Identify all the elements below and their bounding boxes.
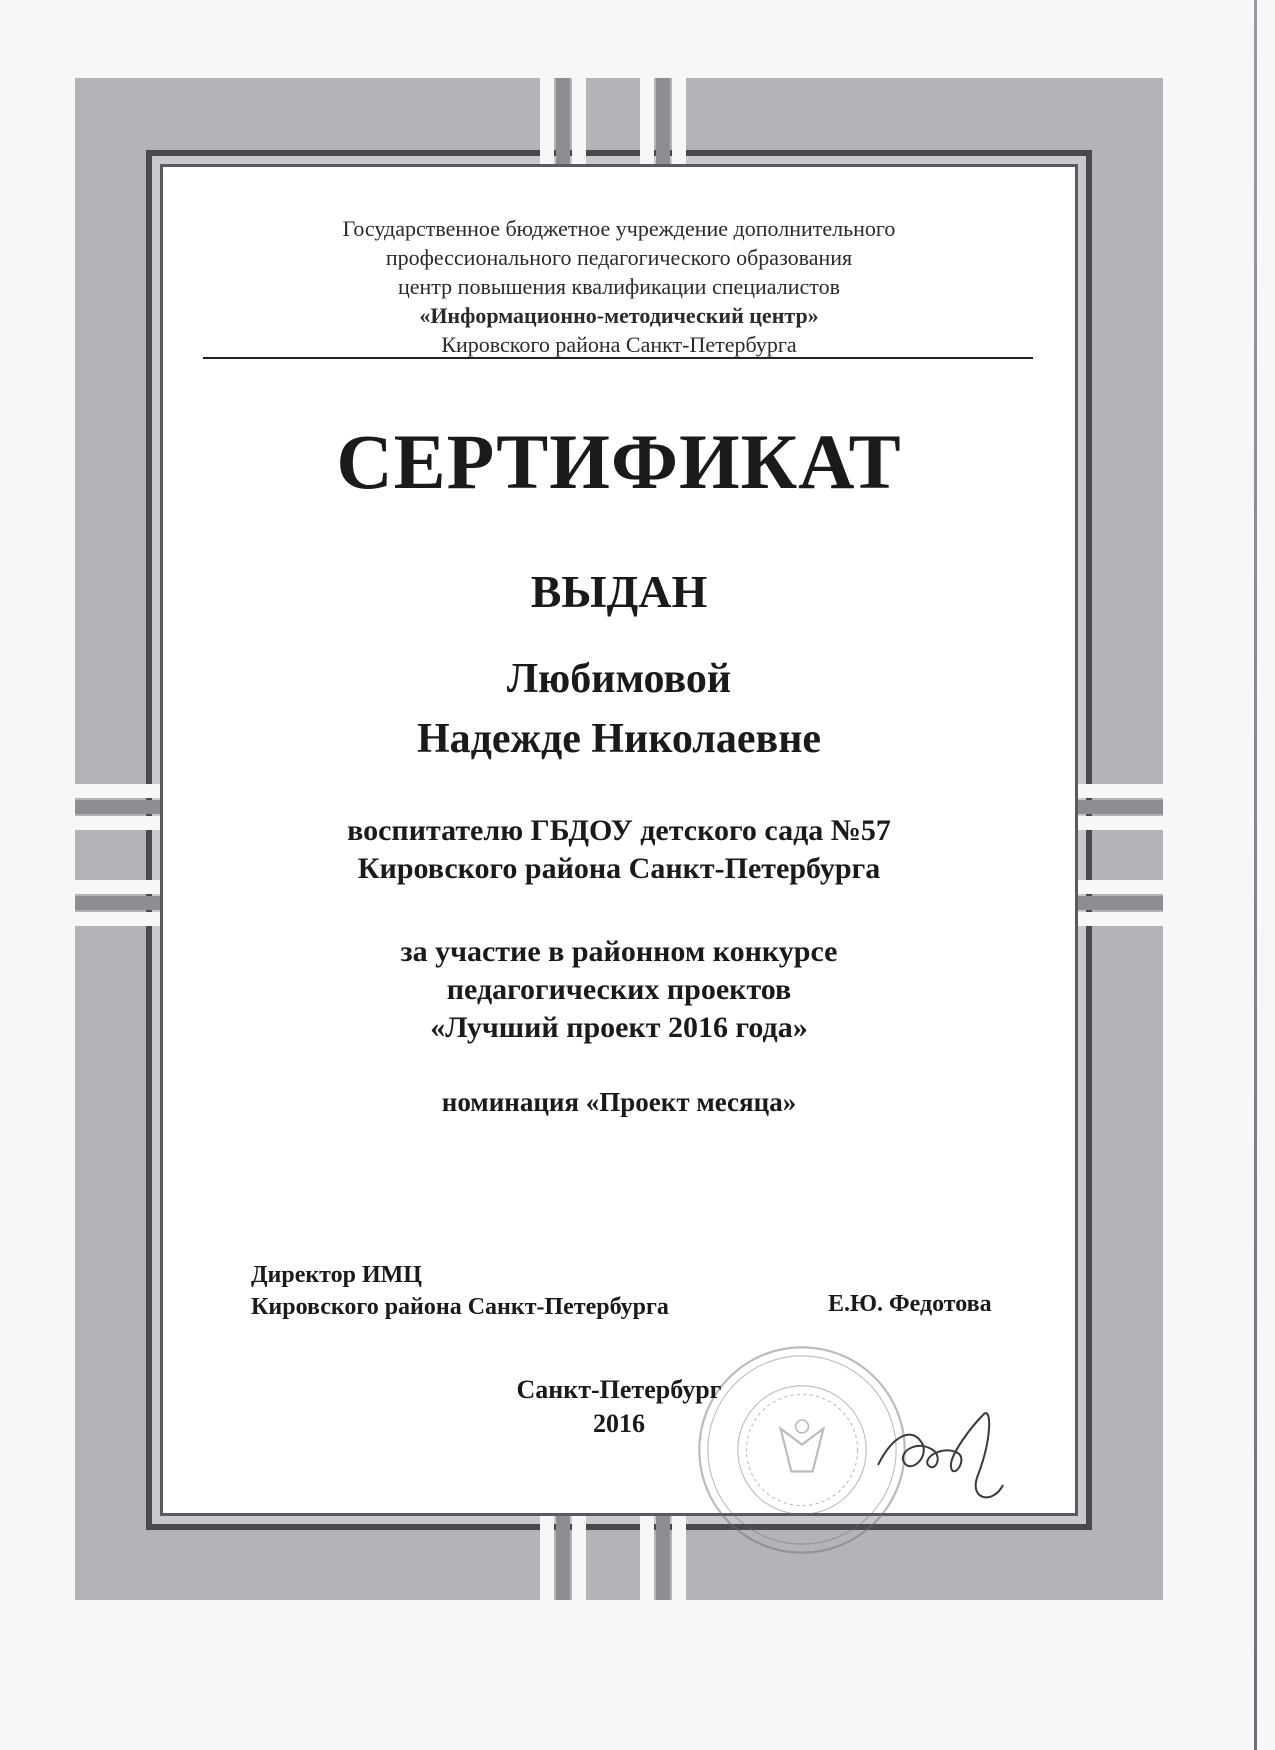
organization-line: профессионального педагогического образования	[385, 245, 853, 270]
frame-notch	[540, 1516, 554, 1600]
organization-line: Государственное бюджетное учреждение дополнительного	[342, 216, 896, 241]
year: 2016	[593, 1409, 645, 1438]
place-and-year	[163, 1373, 1075, 1441]
frame-notch	[656, 78, 670, 164]
recipient-position	[163, 812, 1075, 888]
frame-notch	[572, 1516, 586, 1600]
contest-name: «Лучший проект 2016 года»	[430, 1011, 808, 1044]
header-divider	[203, 357, 1033, 359]
organization-header	[163, 214, 1075, 359]
frame-notch	[1075, 912, 1163, 926]
signer-title	[251, 1259, 669, 1323]
award-reason	[163, 933, 1075, 1047]
frame-notch	[75, 896, 163, 910]
signer-role: Директор ИМЦ	[251, 1262, 422, 1288]
frame-notch	[75, 880, 163, 894]
frame-notch	[640, 1516, 654, 1600]
frame-notch	[1075, 896, 1163, 910]
position-line: Кировского района Санкт-Петербурга	[357, 852, 881, 885]
reason-line: за участие в районном конкурсе	[400, 935, 838, 968]
frame-notch	[75, 816, 163, 830]
signer-name: Е.Ю. Федотова	[828, 1291, 992, 1317]
certificate-content	[163, 167, 1075, 1513]
city: Санкт-Петербург	[516, 1375, 722, 1404]
organization-line: Кировского района Санкт-Петербурга	[441, 332, 797, 357]
frame-notch	[75, 784, 163, 798]
frame-notch	[672, 1516, 686, 1600]
signer-organization: Кировского района Санкт-Петербурга	[251, 1294, 669, 1320]
position-line: воспитателю ГБДОУ детского сада №57	[347, 814, 891, 847]
frame-notch	[1075, 816, 1163, 830]
frame-notch	[1075, 800, 1163, 814]
frame-notch	[1075, 880, 1163, 894]
recipient-given-names: Надежде Николаевне	[416, 716, 822, 762]
issued-label: ВЫДАН	[530, 566, 708, 617]
frame-notch	[1075, 784, 1163, 798]
recipient-name	[163, 649, 1075, 769]
organization-name: «Информационно-методический центр»	[419, 303, 819, 328]
frame-notch	[640, 78, 654, 164]
frame-notch	[656, 1516, 670, 1600]
frame-notch	[556, 1516, 570, 1600]
reason-line: педагогических проектов	[446, 973, 792, 1006]
organization-line: центр повышения квалификации специалистов	[397, 274, 840, 299]
certificate-title: СЕРТИФИКАТ	[336, 418, 902, 505]
frame-notch	[75, 800, 163, 814]
recipient-surname: Любимовой	[506, 656, 732, 702]
frame-notch	[672, 78, 686, 164]
frame-notch	[556, 78, 570, 164]
frame-notch	[75, 912, 163, 926]
scan-edge	[1254, 0, 1257, 1750]
frame-notch	[572, 78, 586, 164]
nomination: номинация «Проект месяца»	[441, 1087, 797, 1117]
frame-notch	[540, 78, 554, 164]
